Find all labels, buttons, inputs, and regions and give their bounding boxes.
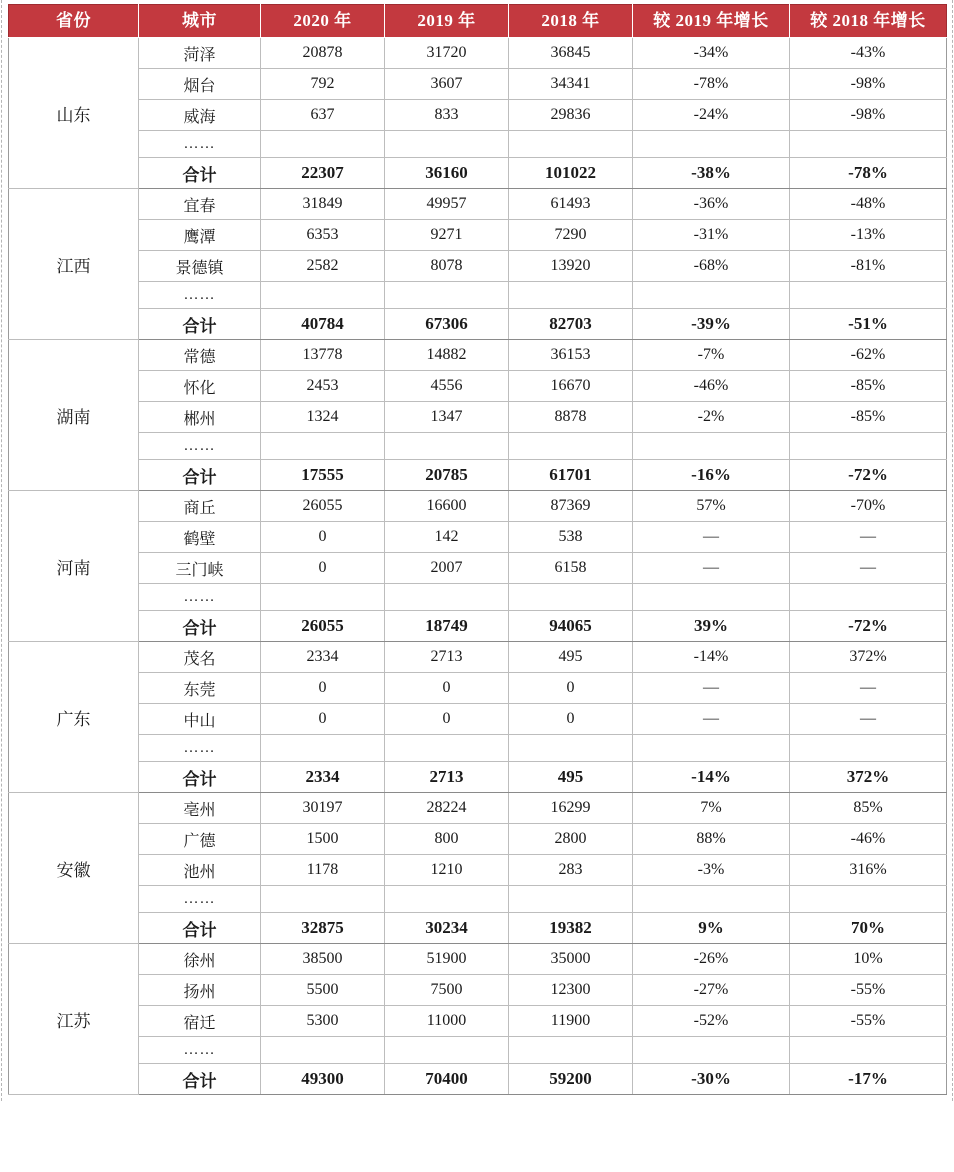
cell-2018: 0 bbox=[509, 704, 633, 735]
cell-growth-2018: 85% bbox=[790, 793, 947, 824]
cell-2020: 26055 bbox=[261, 491, 385, 522]
cell-2019: 0 bbox=[385, 673, 509, 704]
table-row bbox=[9, 69, 947, 100]
cell-2018: 29836 bbox=[509, 100, 633, 131]
city-cell: 池州 bbox=[139, 855, 261, 886]
cell-2020: 0 bbox=[261, 522, 385, 553]
table-row-total bbox=[9, 611, 947, 642]
table-row bbox=[9, 220, 947, 251]
cell-2019: 0 bbox=[385, 704, 509, 735]
table-row bbox=[9, 491, 947, 522]
empty-cell bbox=[633, 735, 790, 762]
cell-growth-2019: 88% bbox=[633, 824, 790, 855]
cell-growth-2018: -70% bbox=[790, 491, 947, 522]
empty-cell bbox=[509, 735, 633, 762]
table-row bbox=[9, 673, 947, 704]
total-cell-2018: 94065 bbox=[509, 611, 633, 642]
cell-2018: 16670 bbox=[509, 371, 633, 402]
cell-growth-2019: -27% bbox=[633, 975, 790, 1006]
table-row bbox=[9, 189, 947, 220]
cell-growth-2018: — bbox=[790, 522, 947, 553]
empty-cell bbox=[790, 433, 947, 460]
table-row-ellipsis bbox=[9, 282, 947, 309]
cell-2018: 12300 bbox=[509, 975, 633, 1006]
total-cell-2020: 32875 bbox=[261, 913, 385, 944]
cell-2019: 1347 bbox=[385, 402, 509, 433]
empty-cell bbox=[790, 886, 947, 913]
empty-cell bbox=[790, 282, 947, 309]
city-cell: 鹰潭 bbox=[139, 220, 261, 251]
total-label-cell: 合计 bbox=[139, 460, 261, 491]
table-header bbox=[9, 5, 947, 38]
table-row bbox=[9, 522, 947, 553]
total-cell-2018: 495 bbox=[509, 762, 633, 793]
total-cell-2020: 17555 bbox=[261, 460, 385, 491]
ellipsis-cell: …… bbox=[139, 1037, 261, 1064]
cell-2018: 2800 bbox=[509, 824, 633, 855]
cell-2019: 31720 bbox=[385, 38, 509, 69]
empty-cell bbox=[509, 433, 633, 460]
table-row bbox=[9, 855, 947, 886]
table-row bbox=[9, 1006, 947, 1037]
cell-growth-2018: -13% bbox=[790, 220, 947, 251]
empty-cell bbox=[385, 131, 509, 158]
cell-2020: 38500 bbox=[261, 944, 385, 975]
cell-growth-2019: -2% bbox=[633, 402, 790, 433]
cell-growth-2018: -85% bbox=[790, 371, 947, 402]
cell-growth-2019: — bbox=[633, 553, 790, 584]
cell-growth-2018: -48% bbox=[790, 189, 947, 220]
city-cell: 中山 bbox=[139, 704, 261, 735]
table-row bbox=[9, 100, 947, 131]
cell-2019: 8078 bbox=[385, 251, 509, 282]
cell-2019: 4556 bbox=[385, 371, 509, 402]
cell-growth-2019: -26% bbox=[633, 944, 790, 975]
table-row-ellipsis bbox=[9, 735, 947, 762]
empty-cell bbox=[633, 131, 790, 158]
table-row-ellipsis bbox=[9, 1037, 947, 1064]
cell-2020: 637 bbox=[261, 100, 385, 131]
column-header-2018: 2018 年 bbox=[509, 5, 633, 38]
total-label-cell: 合计 bbox=[139, 611, 261, 642]
cell-growth-2019: -31% bbox=[633, 220, 790, 251]
empty-cell bbox=[509, 1037, 633, 1064]
cell-2019: 3607 bbox=[385, 69, 509, 100]
total-cell-growth-2019: -38% bbox=[633, 158, 790, 189]
cell-growth-2019: 57% bbox=[633, 491, 790, 522]
total-label-cell: 合计 bbox=[139, 158, 261, 189]
empty-cell bbox=[385, 1037, 509, 1064]
city-cell: 扬州 bbox=[139, 975, 261, 1006]
table-row-ellipsis bbox=[9, 886, 947, 913]
total-cell-growth-2019: 9% bbox=[633, 913, 790, 944]
cell-2018: 13920 bbox=[509, 251, 633, 282]
cell-2018: 16299 bbox=[509, 793, 633, 824]
total-cell-growth-2018: -17% bbox=[790, 1064, 947, 1095]
ellipsis-cell: …… bbox=[139, 735, 261, 762]
empty-cell bbox=[385, 735, 509, 762]
table-body bbox=[9, 38, 947, 1095]
cell-2020: 13778 bbox=[261, 340, 385, 371]
cell-2020: 1500 bbox=[261, 824, 385, 855]
empty-cell bbox=[790, 131, 947, 158]
province-cell: 江苏 bbox=[9, 944, 139, 1095]
total-cell-growth-2018: -51% bbox=[790, 309, 947, 340]
cell-2018: 61493 bbox=[509, 189, 633, 220]
cell-2018: 538 bbox=[509, 522, 633, 553]
table-row bbox=[9, 371, 947, 402]
total-label-cell: 合计 bbox=[139, 913, 261, 944]
cell-2018: 7290 bbox=[509, 220, 633, 251]
cell-2020: 2453 bbox=[261, 371, 385, 402]
cell-2019: 9271 bbox=[385, 220, 509, 251]
total-cell-2018: 101022 bbox=[509, 158, 633, 189]
cell-2020: 5300 bbox=[261, 1006, 385, 1037]
table-row bbox=[9, 38, 947, 69]
empty-cell bbox=[633, 886, 790, 913]
city-cell: 怀化 bbox=[139, 371, 261, 402]
cell-growth-2019: -24% bbox=[633, 100, 790, 131]
cell-2019: 11000 bbox=[385, 1006, 509, 1037]
cell-growth-2019: — bbox=[633, 704, 790, 735]
table-row bbox=[9, 553, 947, 584]
total-cell-2019: 67306 bbox=[385, 309, 509, 340]
city-cell: 茂名 bbox=[139, 642, 261, 673]
cell-2019: 16600 bbox=[385, 491, 509, 522]
total-cell-growth-2018: 372% bbox=[790, 762, 947, 793]
table-row-ellipsis bbox=[9, 131, 947, 158]
total-cell-growth-2019: -14% bbox=[633, 762, 790, 793]
total-cell-2018: 19382 bbox=[509, 913, 633, 944]
column-header-2019: 2019 年 bbox=[385, 5, 509, 38]
cell-growth-2018: -46% bbox=[790, 824, 947, 855]
cell-2018: 283 bbox=[509, 855, 633, 886]
cell-growth-2018: — bbox=[790, 553, 947, 584]
cell-2020: 0 bbox=[261, 704, 385, 735]
cell-2020: 1178 bbox=[261, 855, 385, 886]
cell-growth-2018: 316% bbox=[790, 855, 947, 886]
city-cell: 宜春 bbox=[139, 189, 261, 220]
cell-2019: 28224 bbox=[385, 793, 509, 824]
ellipsis-cell: …… bbox=[139, 886, 261, 913]
empty-cell bbox=[509, 886, 633, 913]
cell-2018: 495 bbox=[509, 642, 633, 673]
total-label-cell: 合计 bbox=[139, 309, 261, 340]
empty-cell bbox=[261, 584, 385, 611]
cell-growth-2018: -85% bbox=[790, 402, 947, 433]
total-cell-2019: 18749 bbox=[385, 611, 509, 642]
table-row-total bbox=[9, 913, 947, 944]
province-cell: 山东 bbox=[9, 38, 139, 189]
total-cell-2018: 59200 bbox=[509, 1064, 633, 1095]
total-cell-growth-2018: -72% bbox=[790, 611, 947, 642]
table-row bbox=[9, 975, 947, 1006]
total-cell-2020: 26055 bbox=[261, 611, 385, 642]
empty-cell bbox=[509, 282, 633, 309]
empty-cell bbox=[261, 1037, 385, 1064]
cell-2018: 6158 bbox=[509, 553, 633, 584]
total-cell-2019: 20785 bbox=[385, 460, 509, 491]
total-cell-growth-2019: 39% bbox=[633, 611, 790, 642]
table-row bbox=[9, 944, 947, 975]
province-cell: 河南 bbox=[9, 491, 139, 642]
column-header-growth-vs-2019: 较 2019 年增长 bbox=[633, 5, 790, 38]
empty-cell bbox=[261, 433, 385, 460]
total-cell-2019: 30234 bbox=[385, 913, 509, 944]
cell-2018: 36845 bbox=[509, 38, 633, 69]
cell-2018: 0 bbox=[509, 673, 633, 704]
table-row-total bbox=[9, 1064, 947, 1095]
cell-growth-2019: -14% bbox=[633, 642, 790, 673]
cell-2019: 1210 bbox=[385, 855, 509, 886]
total-label-cell: 合计 bbox=[139, 762, 261, 793]
city-cell: 常德 bbox=[139, 340, 261, 371]
cell-growth-2019: — bbox=[633, 673, 790, 704]
empty-cell bbox=[261, 735, 385, 762]
province-cell: 安徽 bbox=[9, 793, 139, 944]
total-cell-growth-2018: 70% bbox=[790, 913, 947, 944]
table-row-total bbox=[9, 762, 947, 793]
province-cell: 江西 bbox=[9, 189, 139, 340]
header-row bbox=[9, 5, 947, 38]
empty-cell bbox=[633, 282, 790, 309]
cell-2019: 800 bbox=[385, 824, 509, 855]
table-row-ellipsis bbox=[9, 433, 947, 460]
city-cell: 徐州 bbox=[139, 944, 261, 975]
cell-2018: 8878 bbox=[509, 402, 633, 433]
cell-2019: 14882 bbox=[385, 340, 509, 371]
city-cell: 东莞 bbox=[139, 673, 261, 704]
ellipsis-cell: …… bbox=[139, 282, 261, 309]
total-cell-growth-2018: -72% bbox=[790, 460, 947, 491]
cell-growth-2018: 372% bbox=[790, 642, 947, 673]
cell-2020: 1324 bbox=[261, 402, 385, 433]
column-header-province: 省份 bbox=[9, 5, 139, 38]
city-cell: 鹤壁 bbox=[139, 522, 261, 553]
cell-growth-2019: -3% bbox=[633, 855, 790, 886]
city-cell: 烟台 bbox=[139, 69, 261, 100]
empty-cell bbox=[261, 886, 385, 913]
cell-2020: 2334 bbox=[261, 642, 385, 673]
cell-growth-2019: — bbox=[633, 522, 790, 553]
city-cell: 菏泽 bbox=[139, 38, 261, 69]
empty-cell bbox=[790, 1037, 947, 1064]
cell-growth-2018: — bbox=[790, 673, 947, 704]
total-cell-2020: 40784 bbox=[261, 309, 385, 340]
cell-growth-2019: -7% bbox=[633, 340, 790, 371]
page-left-edge bbox=[1, 0, 2, 1101]
city-cell: 威海 bbox=[139, 100, 261, 131]
cell-growth-2018: -43% bbox=[790, 38, 947, 69]
empty-cell bbox=[633, 1037, 790, 1064]
table-row-total bbox=[9, 158, 947, 189]
empty-cell bbox=[385, 433, 509, 460]
empty-cell bbox=[261, 282, 385, 309]
ellipsis-cell: …… bbox=[139, 433, 261, 460]
empty-cell bbox=[385, 282, 509, 309]
cell-growth-2018: -98% bbox=[790, 100, 947, 131]
empty-cell bbox=[385, 886, 509, 913]
cell-growth-2019: -46% bbox=[633, 371, 790, 402]
cell-growth-2018: -62% bbox=[790, 340, 947, 371]
total-cell-growth-2019: -30% bbox=[633, 1064, 790, 1095]
cell-2019: 49957 bbox=[385, 189, 509, 220]
city-cell: 三门峡 bbox=[139, 553, 261, 584]
empty-cell bbox=[790, 584, 947, 611]
province-cell: 广东 bbox=[9, 642, 139, 793]
total-cell-2020: 2334 bbox=[261, 762, 385, 793]
cell-2018: 35000 bbox=[509, 944, 633, 975]
total-cell-2020: 22307 bbox=[261, 158, 385, 189]
cell-growth-2018: -81% bbox=[790, 251, 947, 282]
empty-cell bbox=[790, 735, 947, 762]
cell-2018: 36153 bbox=[509, 340, 633, 371]
total-cell-growth-2019: -39% bbox=[633, 309, 790, 340]
total-cell-2018: 82703 bbox=[509, 309, 633, 340]
cell-2018: 34341 bbox=[509, 69, 633, 100]
cell-growth-2018: -55% bbox=[790, 1006, 947, 1037]
empty-cell bbox=[385, 584, 509, 611]
table-row bbox=[9, 642, 947, 673]
empty-cell bbox=[509, 131, 633, 158]
empty-cell bbox=[261, 131, 385, 158]
cell-2020: 2582 bbox=[261, 251, 385, 282]
province-city-statistics-table bbox=[8, 4, 947, 1095]
total-cell-2018: 61701 bbox=[509, 460, 633, 491]
table-row-ellipsis bbox=[9, 584, 947, 611]
cell-2019: 7500 bbox=[385, 975, 509, 1006]
cell-2018: 11900 bbox=[509, 1006, 633, 1037]
cell-2019: 833 bbox=[385, 100, 509, 131]
cell-growth-2018: -55% bbox=[790, 975, 947, 1006]
empty-cell bbox=[509, 584, 633, 611]
cell-2020: 30197 bbox=[261, 793, 385, 824]
cell-2018: 87369 bbox=[509, 491, 633, 522]
cell-growth-2019: -34% bbox=[633, 38, 790, 69]
cell-2019: 142 bbox=[385, 522, 509, 553]
cell-growth-2019: -52% bbox=[633, 1006, 790, 1037]
cell-2020: 5500 bbox=[261, 975, 385, 1006]
table-row bbox=[9, 793, 947, 824]
city-cell: 景德镇 bbox=[139, 251, 261, 282]
cell-growth-2019: -68% bbox=[633, 251, 790, 282]
cell-2020: 0 bbox=[261, 673, 385, 704]
total-cell-growth-2019: -16% bbox=[633, 460, 790, 491]
cell-growth-2019: -36% bbox=[633, 189, 790, 220]
table-row bbox=[9, 402, 947, 433]
total-cell-2019: 36160 bbox=[385, 158, 509, 189]
city-cell: 郴州 bbox=[139, 402, 261, 433]
city-cell: 广德 bbox=[139, 824, 261, 855]
cell-2020: 0 bbox=[261, 553, 385, 584]
city-cell: 宿迁 bbox=[139, 1006, 261, 1037]
city-cell: 亳州 bbox=[139, 793, 261, 824]
total-cell-2020: 49300 bbox=[261, 1064, 385, 1095]
cell-2020: 20878 bbox=[261, 38, 385, 69]
cell-2020: 792 bbox=[261, 69, 385, 100]
table-row bbox=[9, 251, 947, 282]
column-header-city: 城市 bbox=[139, 5, 261, 38]
page-right-edge bbox=[952, 0, 953, 1101]
ellipsis-cell: …… bbox=[139, 584, 261, 611]
cell-growth-2018: 10% bbox=[790, 944, 947, 975]
total-cell-2019: 70400 bbox=[385, 1064, 509, 1095]
table-row-total bbox=[9, 309, 947, 340]
total-label-cell: 合计 bbox=[139, 1064, 261, 1095]
cell-growth-2019: 7% bbox=[633, 793, 790, 824]
table-row bbox=[9, 340, 947, 371]
cell-2019: 2007 bbox=[385, 553, 509, 584]
cell-growth-2019: -78% bbox=[633, 69, 790, 100]
ellipsis-cell: …… bbox=[139, 131, 261, 158]
table-row-total bbox=[9, 460, 947, 491]
cell-2019: 2713 bbox=[385, 642, 509, 673]
cell-2020: 6353 bbox=[261, 220, 385, 251]
total-cell-2019: 2713 bbox=[385, 762, 509, 793]
table-row bbox=[9, 824, 947, 855]
total-cell-growth-2018: -78% bbox=[790, 158, 947, 189]
city-cell: 商丘 bbox=[139, 491, 261, 522]
province-cell: 湖南 bbox=[9, 340, 139, 491]
column-header-growth-vs-2018: 较 2018 年增长 bbox=[790, 5, 947, 38]
empty-cell bbox=[633, 433, 790, 460]
cell-2020: 31849 bbox=[261, 189, 385, 220]
cell-2019: 51900 bbox=[385, 944, 509, 975]
table-row bbox=[9, 704, 947, 735]
empty-cell bbox=[633, 584, 790, 611]
cell-growth-2018: — bbox=[790, 704, 947, 735]
cell-growth-2018: -98% bbox=[790, 69, 947, 100]
column-header-2020: 2020 年 bbox=[261, 5, 385, 38]
